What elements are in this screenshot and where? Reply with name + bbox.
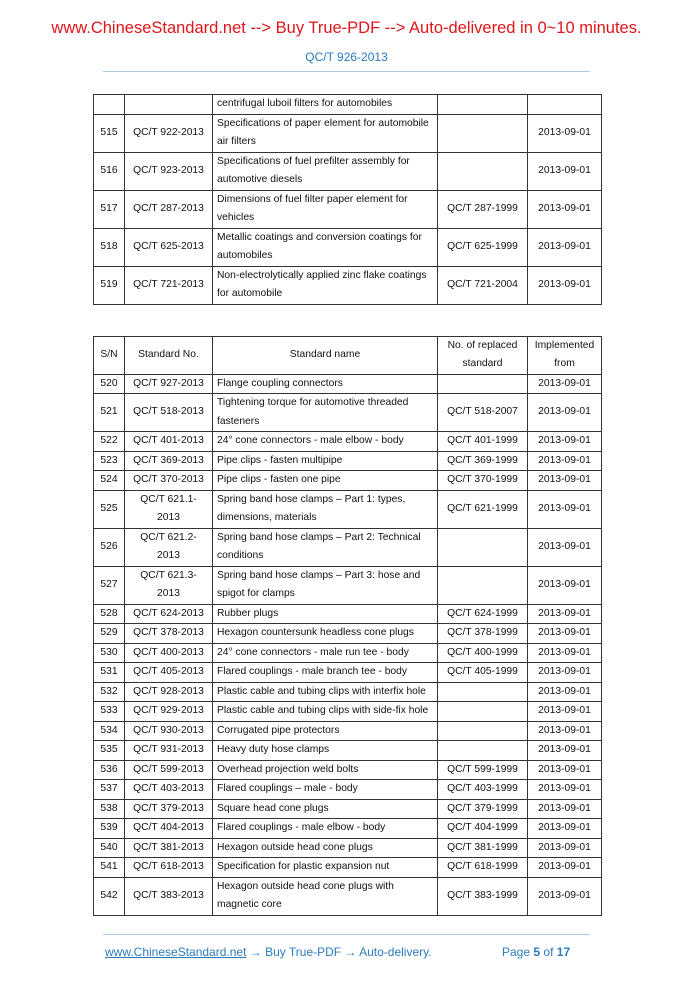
cell-replaced: QC/T 621-1999: [438, 490, 528, 528]
cell-standard-name: Flared couplings - male elbow - body: [213, 819, 438, 839]
table-row: [94, 152, 602, 190]
cell-implemented: 2013-09-01: [528, 374, 602, 394]
cell-replaced: [438, 741, 528, 761]
cell-sn: 532: [94, 682, 125, 702]
footer-link[interactable]: www.ChineseStandard.net: [105, 944, 247, 959]
cell-standard-name: Metallic coatings and conversion coatings for automobiles: [213, 228, 438, 266]
cell-standard-name: Overhead projection weld bolts: [213, 760, 438, 780]
cell-implemented: 2013-09-01: [528, 624, 602, 644]
cell-implemented: 2013-09-01: [528, 663, 602, 683]
cell-implemented: 2013-09-01: [528, 266, 602, 304]
cell-standard-name: Square head cone plugs: [213, 799, 438, 819]
table-row: [94, 780, 602, 800]
cell-standard-no: QC/T 929-2013: [125, 702, 213, 722]
page-number: [502, 945, 570, 959]
table-row: [94, 643, 602, 663]
cell-standard-no: QC/T 379-2013: [125, 799, 213, 819]
table-row: [94, 451, 602, 471]
table-row: [94, 838, 602, 858]
cell-implemented: 2013-09-01: [528, 451, 602, 471]
of-label: of: [543, 944, 554, 959]
cell-standard-name: 24° cone connectors - male run tee - body: [213, 643, 438, 663]
cell-implemented: 2013-09-01: [528, 471, 602, 491]
table-row: [94, 721, 602, 741]
cell-sn: 517: [94, 190, 125, 228]
cell-standard-name: Spring band hose clamps – Part 2: Technical conditions: [213, 528, 438, 566]
cell-replaced: [438, 682, 528, 702]
cell-implemented: 2013-09-01: [528, 528, 602, 566]
cell-standard-no: QC/T 369-2013: [125, 451, 213, 471]
header-replaced: No. of replaced standard: [438, 336, 528, 374]
cell-replaced: QC/T 379-1999: [438, 799, 528, 819]
cell-standard-no: QC/T 381-2013: [125, 838, 213, 858]
cell-standard-name: Heavy duty hose clamps: [213, 741, 438, 761]
cell-sn: 522: [94, 432, 125, 452]
cell-standard-no: QC/T 383-2013: [125, 877, 213, 915]
cell-standard-name: Pipe clips - fasten multipipe: [213, 451, 438, 471]
cell-standard-name: Flared couplings – male - body: [213, 780, 438, 800]
cell-replaced: QC/T 624-1999: [438, 604, 528, 624]
cell-sn: 515: [94, 114, 125, 152]
cell-replaced: [438, 95, 528, 115]
table-row: [94, 266, 602, 304]
cell-standard-name: 24° cone connectors - male elbow - body: [213, 432, 438, 452]
cell-replaced: QC/T 287-1999: [438, 190, 528, 228]
cell-sn: 518: [94, 228, 125, 266]
header-divider: [103, 71, 590, 72]
cell-standard-no: QC/T 927-2013: [125, 374, 213, 394]
cell-implemented: 2013-09-01: [528, 838, 602, 858]
cell-standard-no: QC/T 931-2013: [125, 741, 213, 761]
cell-sn: 523: [94, 451, 125, 471]
cell-standard-name: Corrugated pipe protectors: [213, 721, 438, 741]
cell-replaced: [438, 566, 528, 604]
table-row: [94, 374, 602, 394]
promo-banner[interactable]: www.ChineseStandard.net --> Buy True-PDF --> Auto-delivered in 0~10 minutes.: [51, 19, 642, 37]
cell-sn: 537: [94, 780, 125, 800]
header-implemented: Implemented from: [528, 336, 602, 374]
cell-standard-no: QC/T 370-2013: [125, 471, 213, 491]
cell-sn: 516: [94, 152, 125, 190]
cell-standard-no: QC/T 400-2013: [125, 643, 213, 663]
cell-implemented: 2013-09-01: [528, 190, 602, 228]
cell-sn: 524: [94, 471, 125, 491]
cell-sn: 531: [94, 663, 125, 683]
cell-replaced: [438, 152, 528, 190]
cell-replaced: QC/T 618-1999: [438, 858, 528, 878]
cell-implemented: 2013-09-01: [528, 152, 602, 190]
cell-replaced: [438, 374, 528, 394]
cell-replaced: QC/T 404-1999: [438, 819, 528, 839]
cell-standard-no: QC/T 378-2013: [125, 624, 213, 644]
cell-standard-no: QC/T 922-2013: [125, 114, 213, 152]
cell-standard-no: QC/T 404-2013: [125, 819, 213, 839]
table-row: [94, 858, 602, 878]
cell-standard-no: QC/T 930-2013: [125, 721, 213, 741]
cell-implemented: 2013-09-01: [528, 114, 602, 152]
cell-implemented: 2013-09-01: [528, 643, 602, 663]
cell-implemented: 2013-09-01: [528, 490, 602, 528]
cell-sn: 542: [94, 877, 125, 915]
cell-implemented: 2013-09-01: [528, 682, 602, 702]
cell-replaced: [438, 528, 528, 566]
cell-implemented: 2013-09-01: [528, 877, 602, 915]
cell-implemented: 2013-09-01: [528, 228, 602, 266]
cell-sn: 535: [94, 741, 125, 761]
cell-implemented: 2013-09-01: [528, 819, 602, 839]
cell-standard-name: Plastic cable and tubing clips with interfix hole: [213, 682, 438, 702]
table-header-row: [94, 336, 602, 374]
footer-text: [105, 945, 432, 959]
cell-standard-name: centrifugal luboil filters for automobiles: [213, 95, 438, 115]
cell-standard-no: QC/T 518-2013: [125, 394, 213, 432]
cell-standard-name: Dimensions of fuel filter paper element for vehicles: [213, 190, 438, 228]
cell-implemented: 2013-09-01: [528, 721, 602, 741]
table-row: [94, 799, 602, 819]
cell-sn: 536: [94, 760, 125, 780]
standards-table: [93, 336, 602, 916]
cell-standard-no: QC/T 721-2013: [125, 266, 213, 304]
cell-replaced: QC/T 381-1999: [438, 838, 528, 858]
cell-sn: 540: [94, 838, 125, 858]
cell-standard-no: QC/T 928-2013: [125, 682, 213, 702]
cell-standard-no: QC/T 923-2013: [125, 152, 213, 190]
cell-standard-no: QC/T 624-2013: [125, 604, 213, 624]
cell-standard-name: Pipe clips - fasten one pipe: [213, 471, 438, 491]
table-row: [94, 819, 602, 839]
cell-sn: 521: [94, 394, 125, 432]
table-row: [94, 528, 602, 566]
table-row: [94, 566, 602, 604]
table-row: [94, 114, 602, 152]
cell-replaced: [438, 114, 528, 152]
table-row: [94, 432, 602, 452]
cell-sn: 530: [94, 643, 125, 663]
cell-implemented: 2013-09-01: [528, 394, 602, 432]
cell-standard-no: QC/T 621.1-2013: [125, 490, 213, 528]
cell-replaced: QC/T 625-1999: [438, 228, 528, 266]
cell-implemented: 2013-09-01: [528, 780, 602, 800]
cell-sn: 528: [94, 604, 125, 624]
cell-replaced: QC/T 405-1999: [438, 663, 528, 683]
table-row: [94, 95, 602, 115]
footer: [0, 945, 693, 985]
cell-sn: 527: [94, 566, 125, 604]
cell-standard-no: QC/T 401-2013: [125, 432, 213, 452]
cell-standard-no: QC/T 621.3-2013: [125, 566, 213, 604]
cell-standard-no: QC/T 621.2-2013: [125, 528, 213, 566]
cell-standard-no: QC/T 405-2013: [125, 663, 213, 683]
cell-sn: 538: [94, 799, 125, 819]
cell-replaced: QC/T 721-2004: [438, 266, 528, 304]
cell-replaced: [438, 721, 528, 741]
table-row: [94, 877, 602, 915]
cell-replaced: QC/T 599-1999: [438, 760, 528, 780]
cell-sn: 539: [94, 819, 125, 839]
table-row: [94, 190, 602, 228]
cell-sn: [94, 95, 125, 115]
header-standard-no: Standard No.: [125, 336, 213, 374]
cell-sn: 529: [94, 624, 125, 644]
cell-sn: 519: [94, 266, 125, 304]
cell-standard-name: Specifications of fuel prefilter assembly for automotive diesels: [213, 152, 438, 190]
cell-implemented: 2013-09-01: [528, 858, 602, 878]
cell-standard-no: QC/T 403-2013: [125, 780, 213, 800]
cell-standard-name: Non-electrolytically applied zinc flake coatings for automobile: [213, 266, 438, 304]
header-standard-name: Standard name: [213, 336, 438, 374]
table-row: [94, 604, 602, 624]
cell-implemented: 2013-09-01: [528, 566, 602, 604]
cell-standard-name: Tightening torque for automotive threaded fasteners: [213, 394, 438, 432]
cell-standard-name: Hexagon countersunk headless cone plugs: [213, 624, 438, 644]
cell-standard-name: Spring band hose clamps – Part 3: hose and spigot for clamps: [213, 566, 438, 604]
table-row: [94, 702, 602, 722]
table-row: [94, 682, 602, 702]
cell-standard-no: QC/T 599-2013: [125, 760, 213, 780]
cell-sn: 526: [94, 528, 125, 566]
footer-divider: [103, 934, 590, 935]
current-page: 5: [533, 944, 541, 959]
cell-replaced: QC/T 378-1999: [438, 624, 528, 644]
table-row: [94, 471, 602, 491]
cell-replaced: QC/T 401-1999: [438, 432, 528, 452]
cell-standard-name: Hexagon outside head cone plugs with magnetic core: [213, 877, 438, 915]
cell-standard-name: Plastic cable and tubing clips with side-fix hole: [213, 702, 438, 722]
cell-replaced: QC/T 370-1999: [438, 471, 528, 491]
table-row: [94, 394, 602, 432]
cell-standard-no: QC/T 287-2013: [125, 190, 213, 228]
document-id: QC/T 926-2013: [305, 50, 388, 64]
table-row: [94, 663, 602, 683]
cell-sn: 533: [94, 702, 125, 722]
cell-sn: 525: [94, 490, 125, 528]
total-pages: 17: [556, 944, 571, 959]
cell-sn: 520: [94, 374, 125, 394]
table-row: [94, 741, 602, 761]
cell-standard-no: QC/T 618-2013: [125, 858, 213, 878]
cell-implemented: 2013-09-01: [528, 432, 602, 452]
cell-standard-name: Rubber plugs: [213, 604, 438, 624]
page-label: Page: [502, 944, 531, 959]
cell-replaced: [438, 702, 528, 722]
cell-implemented: 2013-09-01: [528, 741, 602, 761]
cell-standard-name: Flared couplings - male branch tee - body: [213, 663, 438, 683]
header-sn: S/N: [94, 336, 125, 374]
cell-standard-name: Flange coupling connectors: [213, 374, 438, 394]
cell-implemented: 2013-09-01: [528, 799, 602, 819]
cell-replaced: QC/T 400-1999: [438, 643, 528, 663]
cell-implemented: 2013-09-01: [528, 760, 602, 780]
cell-standard-no: [125, 95, 213, 115]
cell-replaced: QC/T 518-2007: [438, 394, 528, 432]
footer-tagline: → Buy True-PDF → Auto-delivery.: [246, 944, 432, 959]
cell-standard-no: QC/T 625-2013: [125, 228, 213, 266]
cell-replaced: QC/T 383-1999: [438, 877, 528, 915]
cell-replaced: QC/T 403-1999: [438, 780, 528, 800]
cell-standard-name: Hexagon outside head cone plugs: [213, 838, 438, 858]
cell-sn: 534: [94, 721, 125, 741]
cell-sn: 541: [94, 858, 125, 878]
cell-implemented: 2013-09-01: [528, 604, 602, 624]
table-row: [94, 760, 602, 780]
cell-standard-name: Specifications of paper element for automobile air filters: [213, 114, 438, 152]
cell-implemented: [528, 95, 602, 115]
table-row: [94, 490, 602, 528]
cell-implemented: 2013-09-01: [528, 702, 602, 722]
cell-replaced: QC/T 369-1999: [438, 451, 528, 471]
standards-table-continued: [93, 94, 602, 305]
table-row: [94, 228, 602, 266]
cell-standard-name: Specification for plastic expansion nut: [213, 858, 438, 878]
table-row: [94, 624, 602, 644]
cell-standard-name: Spring band hose clamps – Part 1: types, dimensions, materials: [213, 490, 438, 528]
